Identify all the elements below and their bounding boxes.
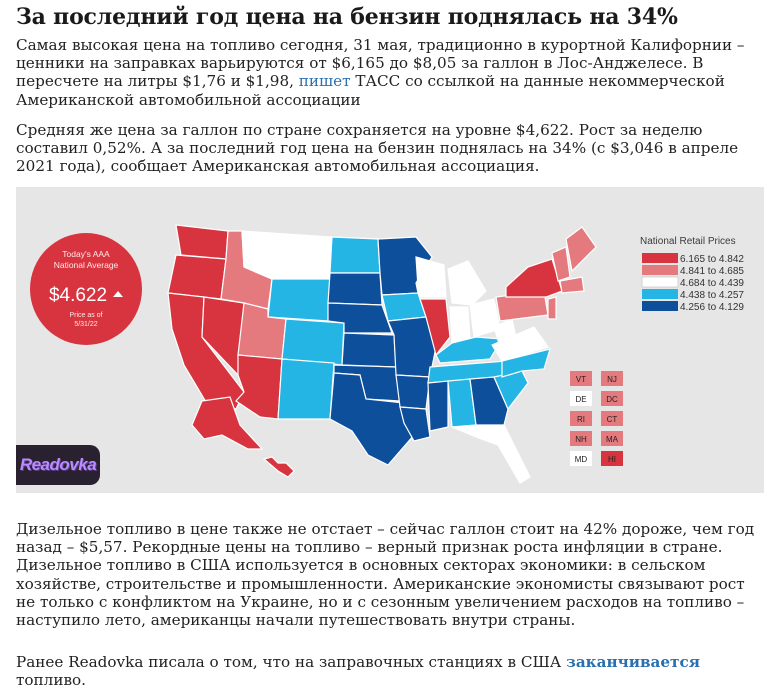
- small-state-code: DC: [606, 395, 618, 404]
- legend-swatch: [642, 301, 678, 311]
- legend-label: 4.438 to 4.257: [680, 290, 744, 301]
- avg-title-line-1: Today's AAA: [62, 249, 110, 259]
- state-me: [566, 227, 596, 271]
- state-ar: [396, 375, 430, 409]
- state-ks: [342, 333, 396, 367]
- small-state-box: [570, 371, 592, 386]
- small-state-box: [570, 411, 592, 426]
- legend-swatch: [642, 253, 678, 263]
- small-state-box: [601, 371, 623, 386]
- small-state-code: CT: [606, 415, 618, 424]
- legend-item: [642, 301, 744, 313]
- small-state-box: [601, 391, 623, 406]
- legend-item: [642, 289, 744, 301]
- state-ny: [506, 259, 562, 297]
- legend-label: 4.684 to 4.439: [680, 278, 744, 289]
- legend-item: [642, 265, 744, 277]
- legend-title: National Retail Prices: [640, 236, 736, 247]
- state-wa: [176, 225, 228, 259]
- state-or: [168, 255, 226, 299]
- map-legend: [640, 236, 744, 313]
- state-co: [282, 319, 344, 365]
- paragraph-1-text-a: Самая высокая цена на топливо сегодня, 31 мая, традиционно в курортной Калифорнии – ценники на заправках варьируются от $6,165 до $8,05 за галлон в Лос-Анджелесе. В пересчете на литры $1,76 и $1,98,: [16, 36, 745, 91]
- legend-swatch: [642, 277, 678, 287]
- paragraph-2: Средняя же цена за галлон по стране сохраняется на уровне $4,622. Рост за неделю составил 0,52%. А за последний год цена на бензин поднялась на 34% (с $3,046 в апреле 2021 года), сообщает Американская автомобильная ассоциация.: [16, 121, 739, 176]
- brand-name: Readovka: [19, 455, 97, 474]
- related-article-link[interactable]: заканчивается: [566, 653, 700, 671]
- legend-item: [642, 277, 744, 289]
- small-state-box: [601, 411, 623, 426]
- avg-value: $4.622: [48, 285, 108, 306]
- article-title: За последний год цена на бензин поднялась на 34%: [16, 4, 678, 30]
- paragraph-3: Дизельное топливо в цене также не отстает – сейчас галлон стоит на 42% дороже, чем год назад – $5,57. Рекордные цены на топливо – верный признак роста инфляции в стране. Дизельное топливо в США используется в основных секторах экономики: в сельском хозяйстве, строительстве и промышленности. Американские экономисты связывают рост не только с конфликтом на Украине, но и с сезонным увеличением расходов на топливо – наступило лето, американцы начали путешествовать внутри страны.: [16, 520, 755, 630]
- legend-item: [642, 253, 744, 265]
- legend-swatch: [642, 265, 678, 275]
- small-state-code: VT: [575, 375, 587, 384]
- small-state-box: [570, 431, 592, 446]
- state-wi: [416, 257, 446, 297]
- gas-price-map-image: [16, 187, 764, 493]
- state-ms: [428, 381, 448, 431]
- small-state-box: [601, 451, 623, 466]
- small-state-code: MA: [606, 435, 618, 444]
- avg-note-line-1: Price as of: [69, 312, 103, 319]
- paragraph-1-text-b: ТАСС со ссылкой на данные некоммерческой Американской автомобильной ассоциации: [16, 72, 725, 109]
- small-state-box: [570, 451, 592, 466]
- avg-title-line-2: National Average: [53, 260, 119, 270]
- small-state-code: DE: [575, 395, 587, 404]
- us-map-svg: [16, 187, 764, 493]
- small-state-code: RI: [577, 415, 585, 424]
- legend-label: 4.256 to 4.129: [680, 302, 744, 313]
- state-mt: [242, 231, 332, 279]
- small-state-code: NH: [575, 435, 587, 444]
- state-nd: [330, 237, 380, 273]
- state-fl: [452, 425, 530, 483]
- state-mi: [448, 261, 486, 305]
- state-hi: [264, 457, 294, 477]
- source-link[interactable]: пишет: [298, 72, 351, 91]
- national-average-badge: [30, 233, 142, 345]
- paragraph-4-text-b: топливо.: [16, 671, 86, 689]
- paragraph-4: [16, 653, 764, 689]
- paragraph-1: [16, 36, 764, 109]
- map-states: [168, 225, 596, 483]
- state-az: [236, 355, 282, 419]
- avg-note-line-2: 5/31/22: [74, 321, 98, 328]
- state-wy: [268, 279, 330, 321]
- state-sd: [328, 273, 382, 305]
- small-state-box: [601, 431, 623, 446]
- legend-label: 6.165 to 4.842: [680, 254, 744, 265]
- paragraph-4-text-a: Ранее Readovka писала о том, что на заправочных станциях в США: [16, 653, 567, 671]
- state-nm: [278, 359, 334, 419]
- legend-swatch: [642, 289, 678, 299]
- small-state-code: HI: [608, 455, 616, 464]
- state-nj: [548, 297, 556, 319]
- small-state-code: NJ: [607, 375, 617, 384]
- readovka-watermark-logo: [16, 445, 100, 485]
- legend-label: 4.841 to 4.685: [680, 266, 744, 277]
- small-states-grid: [570, 371, 623, 466]
- state-in: [450, 307, 470, 343]
- small-state-box: [570, 391, 592, 406]
- state-ia: [382, 293, 426, 321]
- small-state-code: MD: [574, 455, 588, 464]
